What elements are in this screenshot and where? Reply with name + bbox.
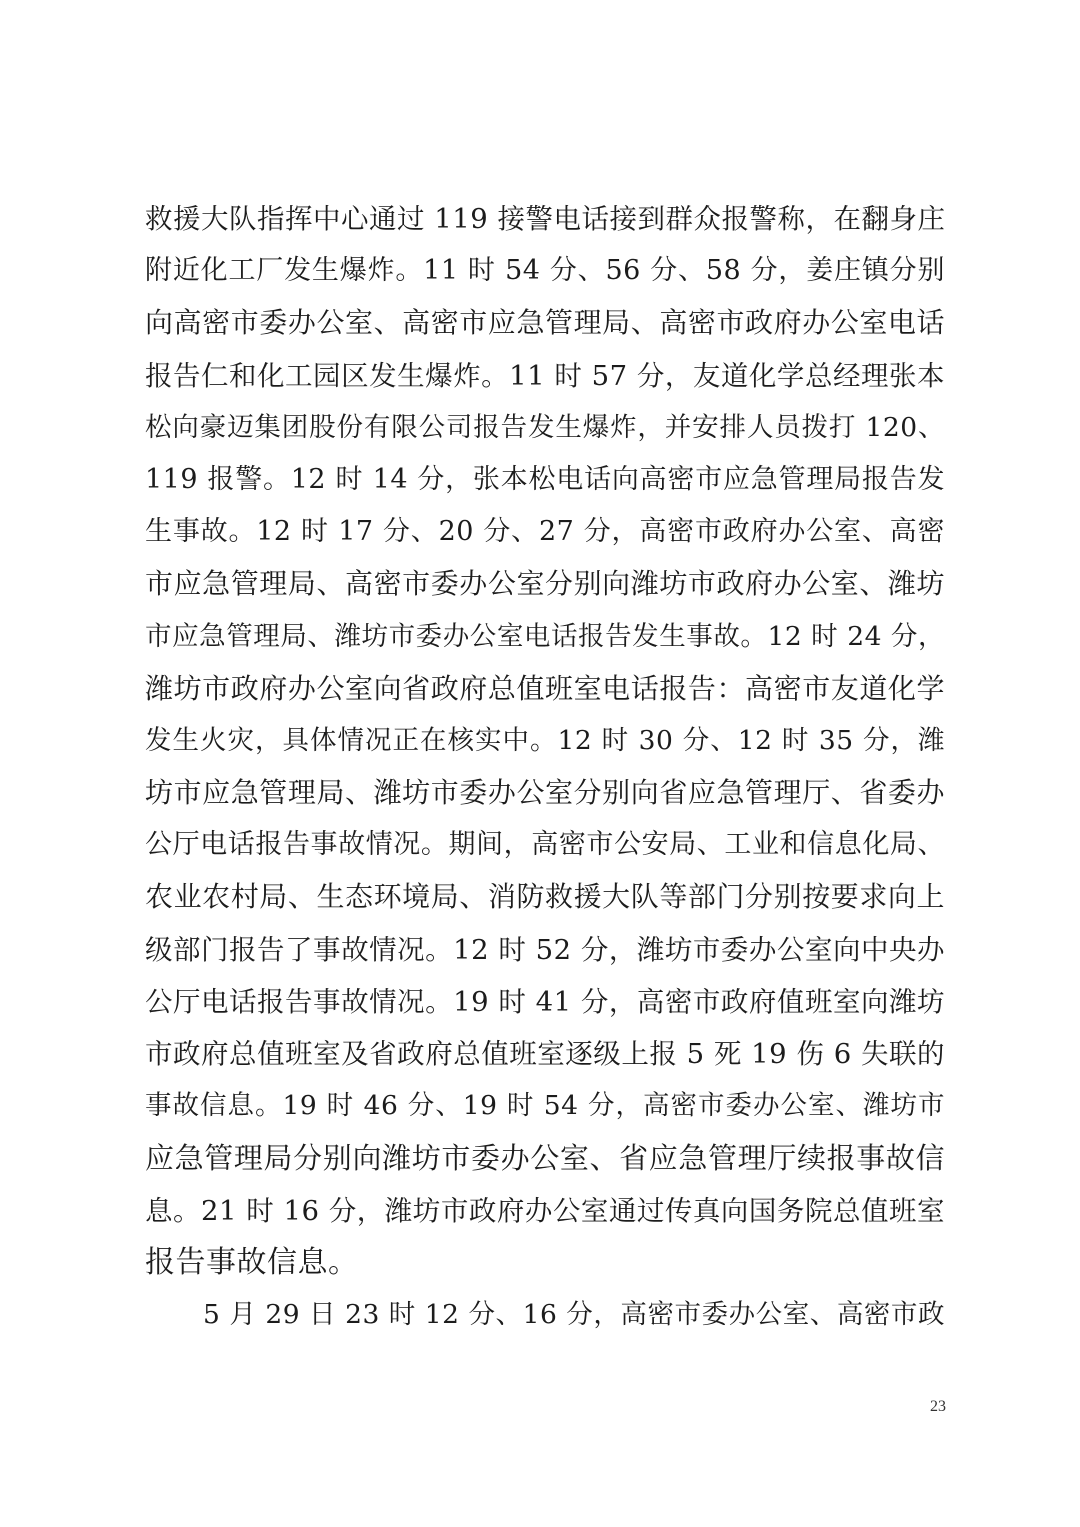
text-line: 生事故。12 时 17 分、20 分、27 分，高密市政府办公室、高密 bbox=[145, 516, 945, 548]
text-line: 息。21 时 16 分，潍坊市政府办公室通过传真向国务院总值班室 bbox=[145, 1194, 945, 1227]
body-text bbox=[145, 193, 945, 1341]
text-line: 报告事故信息。 bbox=[145, 1244, 359, 1280]
text-line: 公厅电话报告事故情况。期间，高密市公安局、工业和信息化局、 bbox=[145, 829, 945, 861]
text-line: 119 报警。12 时 14 分，张本松电话向高密市应急管理局报告发 bbox=[145, 463, 945, 495]
text-line: 向高密市委办公室、高密市应急管理局、高密市政府办公室电话 bbox=[145, 306, 945, 340]
text-line: 市政府总值班室及省政府总值班室逐级上报 5 死 19 伤 6 失联的 bbox=[145, 1038, 945, 1070]
text-line: 附近化工厂发生爆炸。11 时 54 分、56 分、58 分，姜庄镇分别 bbox=[145, 255, 945, 287]
text-line: 应急管理局分别向潍坊市委办公室、省应急管理厅续报事故信 bbox=[145, 1141, 945, 1176]
text-line: 报告仁和化工园区发生爆炸。11 时 57 分，友道化学总经理张本 bbox=[145, 359, 945, 392]
text-line: 坊市应急管理局、潍坊市委办公室分别向省应急管理厅、省委办 bbox=[145, 776, 945, 810]
text-line: 发生火灾，具体情况正在核实中。12 时 30 分、12 时 35 分，潍 bbox=[145, 724, 945, 756]
text-line: 农业农村局、生态环境局、消防救援大队等部门分别按要求向上 bbox=[145, 880, 945, 914]
text-line: 市应急管理局、高密市委办公室分别向潍坊市政府办公室、潍坊 bbox=[145, 567, 945, 601]
text-line: 松向豪迈集团股份有限公司报告发生爆炸，并安排人员拨打 120、 bbox=[145, 411, 945, 443]
text-line: 事故信息。19 时 46 分、19 时 54 分，高密市委办公室、潍坊市 bbox=[145, 1090, 945, 1122]
text-line: 公厅电话报告事故情况。19 时 41 分，高密市政府值班室向潍坊 bbox=[145, 985, 945, 1018]
text-line: 级部门报告了事故情况。12 时 52 分，潍坊市委办公室向中央办 bbox=[145, 933, 945, 966]
text-line: 救援大队指挥中心通过 119 接警电话接到群众报警称，在翻身庄 bbox=[145, 203, 946, 235]
text-line: 潍坊市政府办公室向省政府总值班室电话报告：高密市友道化学 bbox=[145, 671, 945, 705]
page-number: 23 bbox=[930, 1398, 946, 1415]
text-line-paragraph-start: 5 月 29 日 23 时 12 分、16 分，高密市委办公室、高密市政 bbox=[203, 1298, 945, 1330]
text-line: 市应急管理局、潍坊市委办公室电话报告发生事故。12 时 24 分， bbox=[145, 620, 945, 652]
